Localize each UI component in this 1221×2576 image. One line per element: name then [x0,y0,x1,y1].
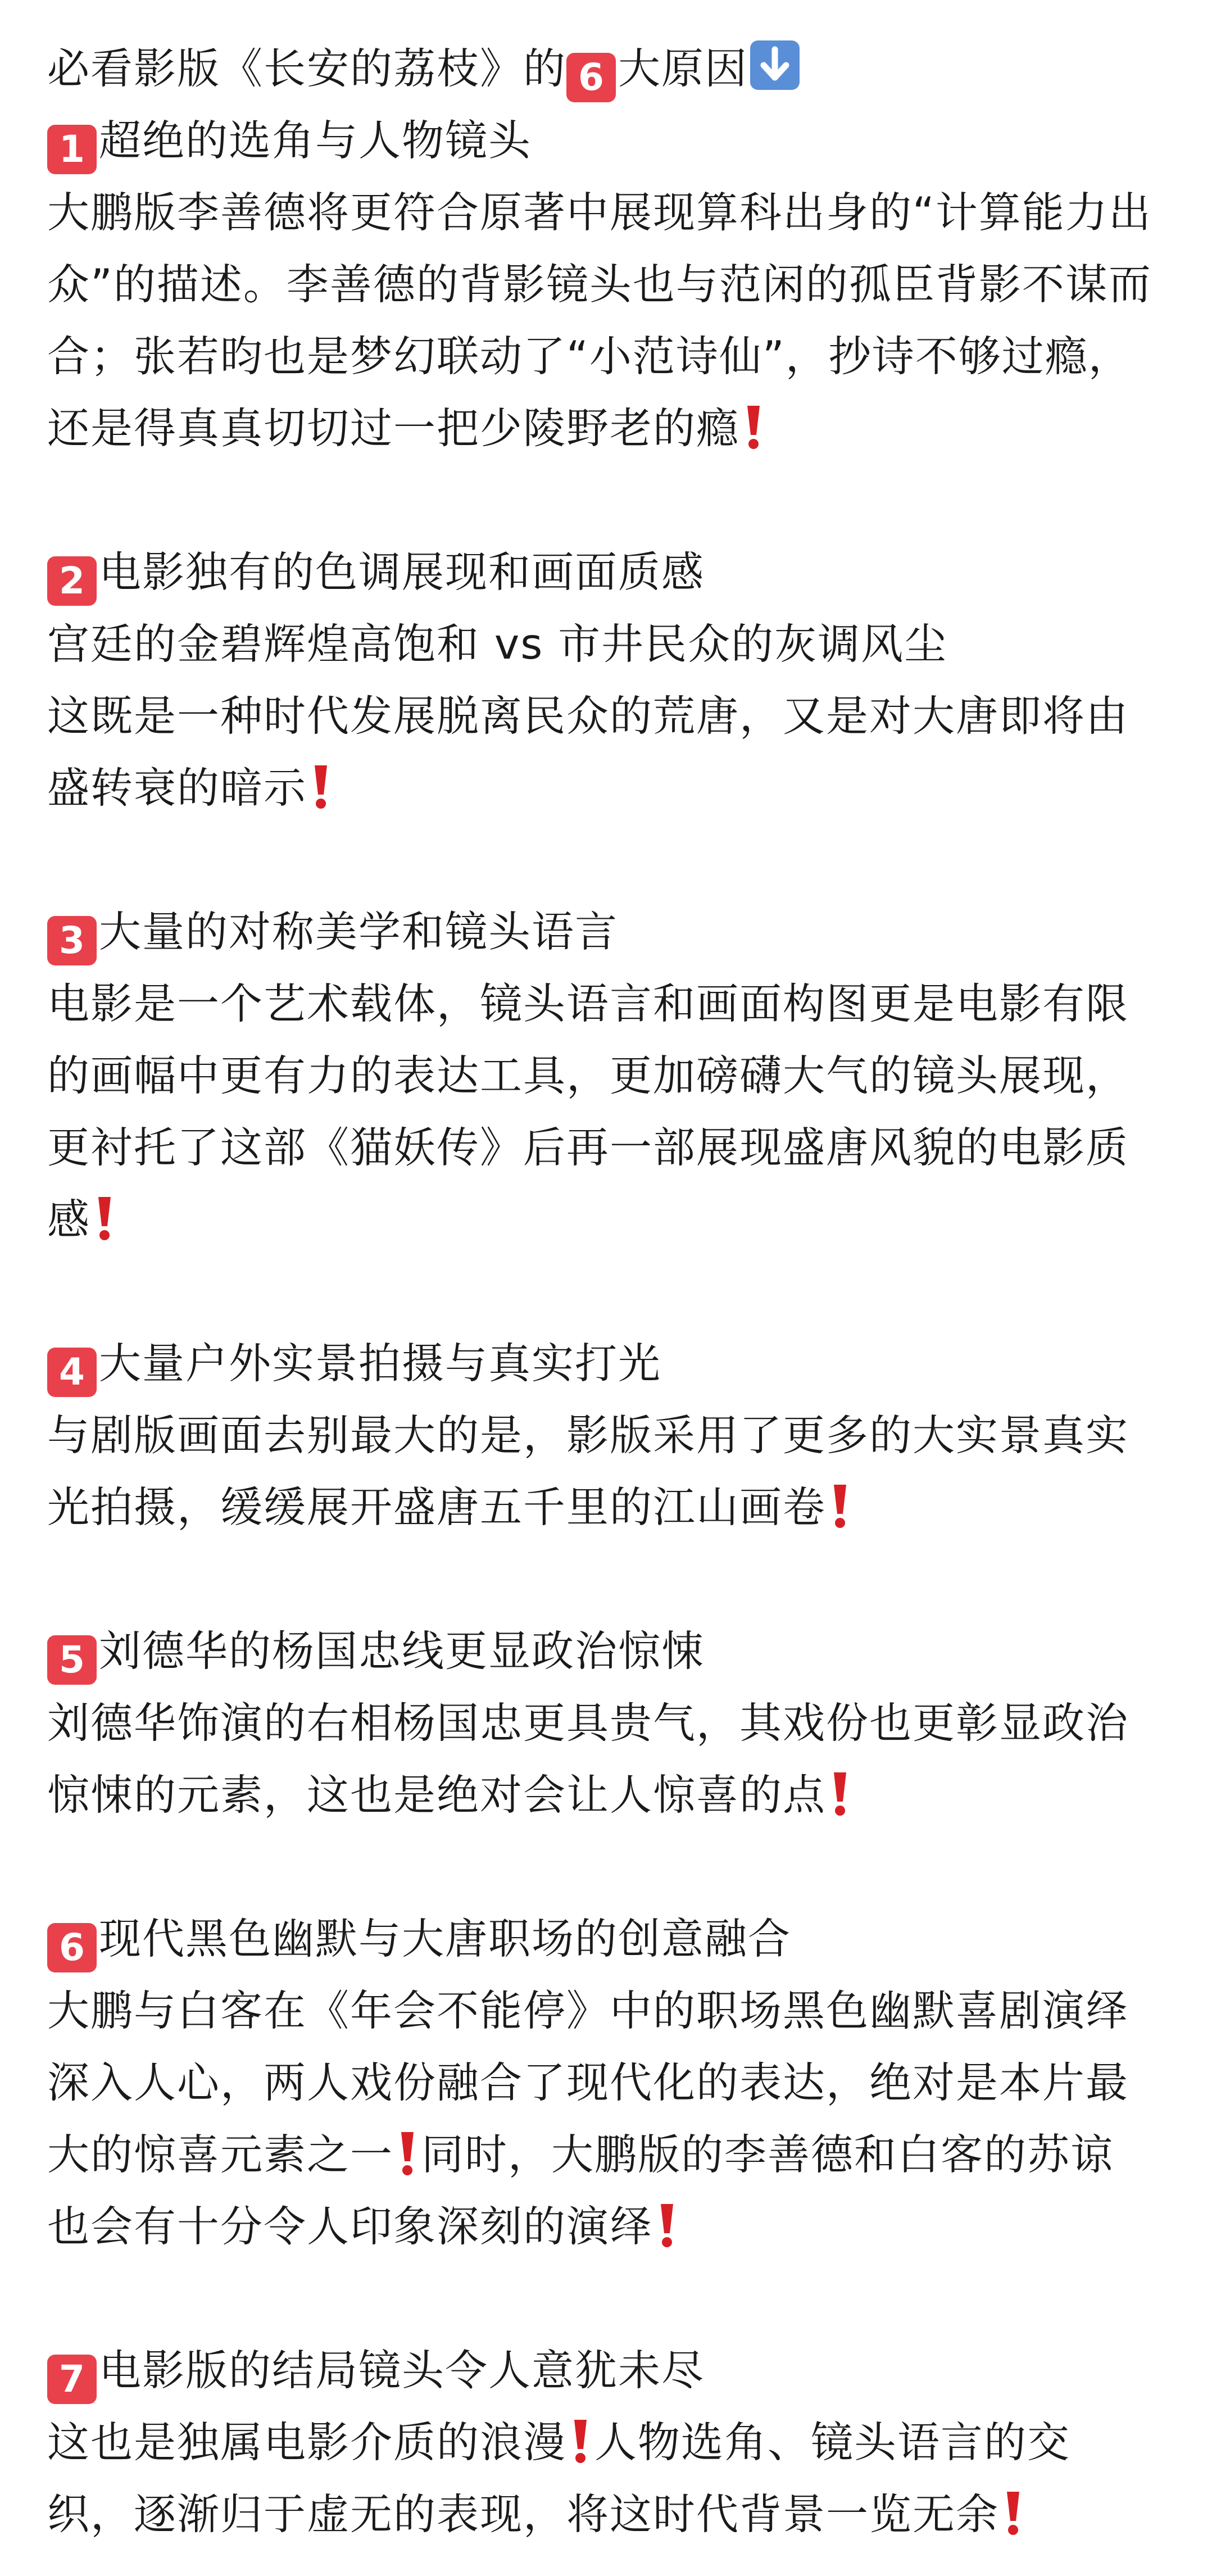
section-heading [47,896,1182,968]
section-spacer [47,1255,1182,1327]
paragraph-line: 宫廷的金碧辉煌高饱和 vs 市井民众的灰调风尘 [47,619,948,669]
post-title [47,33,1182,105]
paragraph-text: 盛转衰的暗示 [47,763,307,813]
post-body [47,33,1182,2550]
paragraph-line: 这既是一种时代发展脱离民众的荒唐，又是对大唐即将由 [47,691,1129,741]
section-heading [47,1903,1182,1975]
section-heading [47,2334,1182,2406]
keycap-two-icon: 2 [47,556,97,606]
paragraph-line: 的画幅中更有力的表达工具，更加磅礴大气的镜头展现， [47,1051,1129,1100]
section-spacer [47,1543,1182,1615]
paragraph-text: 光拍摄，缓缓展开盛唐五千里的江山画卷 [47,1482,827,1532]
section-heading-text: 大量户外实景拍摄与真实打光 [99,1339,662,1388]
keycap-one-icon: 1 [47,125,97,174]
section-spacer [47,824,1182,896]
paragraph-line [47,1183,1182,1255]
paragraph-text: 人物选角、镜头语言的交 [594,2418,1071,2467]
section-heading-text: 刘德华的杨国忠线更显政治惊悚 [99,1626,705,1676]
paragraph-text: 还是得真真切切过一把少陵野老的瘾 [47,403,740,453]
paragraph-text: 织，逐渐归于虚无的表现，将这时代背景一览无余 [47,2489,1000,2539]
keycap-five-icon: 5 [47,1635,97,1685]
paragraph-line [47,2119,1182,2190]
section-spacer [47,1831,1182,1903]
paragraph-line: 电影是一个艺术载体，镜头语言和画面构图更是电影有限 [47,979,1129,1028]
keycap-six-icon: 6 [47,1923,97,1972]
paragraph-line: 大鹏与白客在《年会不能停》中的职场黑色幽默喜剧演绎 [47,1986,1129,2035]
paragraph-line: 深入人心，两人戏份融合了现代化的表达，绝对是本片最 [47,2058,1129,2107]
red-exclamation-icon [659,2198,675,2270]
keycap-three-icon: 3 [47,916,97,965]
paragraph-line: 更衬托了这部《猫妖传》后再一部展现盛唐风貌的电影质 [47,1123,1129,1172]
red-exclamation-icon [572,2414,589,2486]
red-exclamation-icon [1005,2486,1022,2558]
paragraph-line: 合；张若昀也是梦幻联动了“小范诗仙”，抄诗不够过瘾， [47,332,1132,381]
paragraph-line [47,392,1182,464]
section-spacer [47,2262,1182,2334]
keycap-six-icon: 6 [566,53,616,102]
section-heading-text: 电影独有的色调展现和画面质感 [99,547,705,597]
title-suffix: 大原因 [618,44,748,93]
keycap-four-icon: 4 [47,1348,97,1397]
red-exclamation-icon [399,2126,416,2198]
red-exclamation-icon [96,1191,113,1263]
paragraph-line [47,2478,1182,2550]
paragraph-line: 大鹏版李善德将更符合原著中展现算科出身的“计算能力出 [47,188,1152,237]
paragraph-line [47,1471,1182,1543]
paragraph-text: 同时，大鹏版的李善德和白客的苏谅 [421,2130,1114,2179]
section-heading [47,1327,1182,1399]
section-heading [47,1615,1182,1687]
section-heading [47,536,1182,608]
title-prefix: 必看影版《长安的荔枝》的 [47,44,567,93]
section-heading [47,105,1182,176]
paragraph-text: 惊悚的元素，这也是绝对会让人惊喜的点 [47,1770,827,1820]
red-exclamation-icon [312,760,329,832]
section-heading-text: 现代黑色幽默与大唐职场的创意融合 [99,1914,792,1963]
section-heading-text: 电影版的结局镜头令人意犹未尽 [99,2346,705,2395]
red-exclamation-icon [832,1767,848,1839]
red-exclamation-icon [832,1479,848,1551]
paragraph-line [47,752,1182,824]
paragraph-line [47,2406,1182,2478]
section-heading-text: 大量的对称美学和镜头语言 [99,907,619,956]
down-arrow-icon [750,39,800,111]
paragraph-line: 刘德华饰演的右相杨国忠更具贵气，其戏份也更彰显政治 [47,1698,1129,1748]
section-spacer [47,464,1182,536]
paragraph-line [47,1759,1182,1831]
paragraph-text: 也会有十分令人印象深刻的演绎 [47,2202,653,2251]
section-heading-text: 超绝的选角与人物镜头 [99,116,532,165]
red-exclamation-icon [745,400,762,472]
paragraph-text: 这也是独属电影介质的浪漫 [47,2418,567,2467]
paragraph-text: 感 [47,1195,91,1244]
paragraph-line: 与剧版画面去别最大的是，影版采用了更多的大实景真实 [47,1411,1129,1460]
paragraph-line [47,2190,1182,2262]
keycap-seven-icon: 7 [47,2355,97,2404]
paragraph-line: 众”的描述。李善德的背影镜头也与范闲的孤臣背影不谋而 [47,260,1152,309]
paragraph-text: 大的惊喜元素之一 [47,2130,394,2179]
